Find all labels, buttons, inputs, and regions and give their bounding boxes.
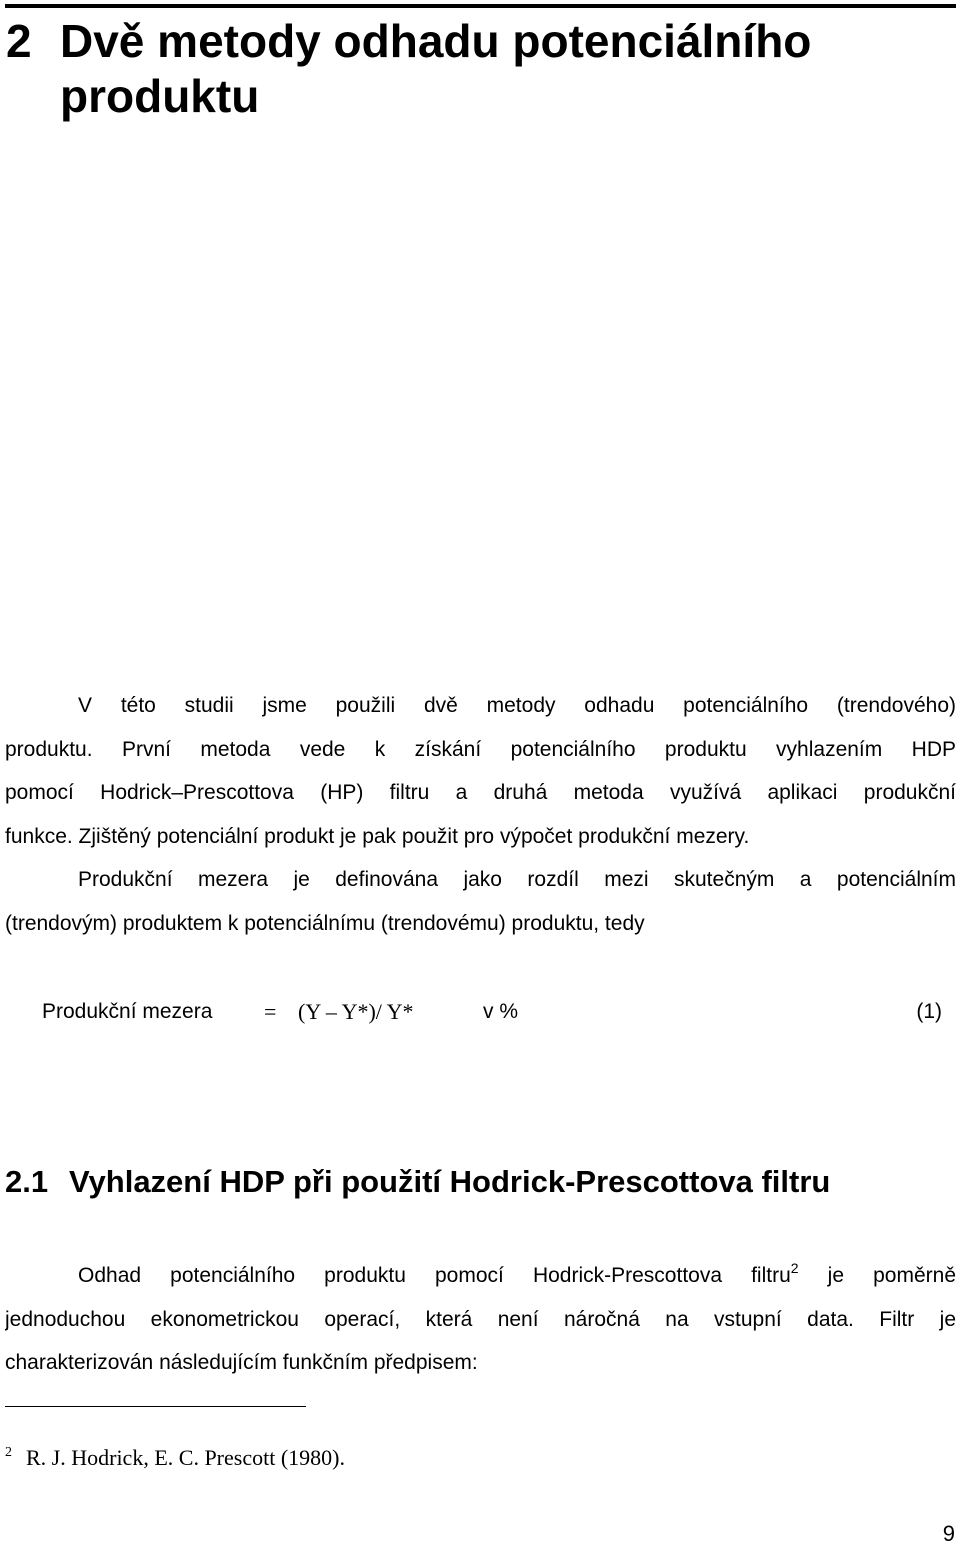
footnote-separator <box>5 1406 306 1407</box>
chapter-number: 2 <box>6 15 32 67</box>
intro-line-3: pomocí Hodrick–Prescottova (HP) filtru a druhá metoda využívá aplikaci produkční <box>5 781 956 804</box>
chapter-title-line-1: Dvě metody odhadu potenciálního <box>60 15 812 67</box>
top-rule <box>5 4 956 8</box>
section-heading <box>5 1160 830 1204</box>
section-number: 2.1 <box>5 1164 49 1199</box>
formula-label: Produkční mezera <box>42 1000 213 1023</box>
chapter-title-line-2: produktu <box>60 70 260 122</box>
formula-number: (1) <box>916 1000 942 1023</box>
chapter-heading <box>6 14 946 124</box>
section-line-1-end: je poměrně <box>798 1264 956 1287</box>
footnote-reference: 2 <box>790 1260 799 1276</box>
chapter-title <box>60 14 811 124</box>
intro-line-6: (trendovým) produktem k potenciálnímu (trendovému) produktu, tedy <box>5 911 645 935</box>
intro-line-2: produktu. První metoda vede k získání potenciálního produktu vyhlazením HDP <box>5 737 956 761</box>
section-line-1 <box>5 1254 956 1298</box>
section-paragraph <box>5 1254 956 1385</box>
section-line-2: jednoduchou ekonometrickou operací, která není náročná na vstupní data. Filtr je <box>5 1307 956 1331</box>
formula-equals: = <box>264 999 277 1024</box>
intro-line-1: V této studii jsme použili dvě metody odhadu potenciálního (trendového) <box>78 694 956 717</box>
footnote-text: R. J. Hodrick, E. C. Prescott (1980). <box>26 1445 345 1470</box>
page-number: 9 <box>942 1521 955 1546</box>
formula-expression: (Y – Y*)/ Y* <box>298 999 414 1024</box>
intro-paragraph <box>5 684 956 945</box>
section-line-3: charakterizován následujícím funkčním předpisem: <box>5 1351 478 1374</box>
section-title: Vyhlazení HDP při použití Hodrick-Prescottova filtru <box>69 1164 831 1199</box>
output-gap-formula <box>42 992 942 1032</box>
footnote: 2 R. J. Hodrick, E. C. Prescott (1980). <box>5 1445 345 1470</box>
intro-line-5: Produkční mezera je definována jako rozdíl mezi skutečným a potenciálním <box>78 868 956 891</box>
intro-line-4: funkce. Zjištěný potenciální produkt je pak použit pro výpočet produkční mezery. <box>5 824 750 848</box>
formula-unit: v % <box>483 1000 519 1023</box>
section-line-1-text: Odhad potenciálního produktu pomocí Hodrick-Prescottova filtru <box>78 1264 791 1287</box>
